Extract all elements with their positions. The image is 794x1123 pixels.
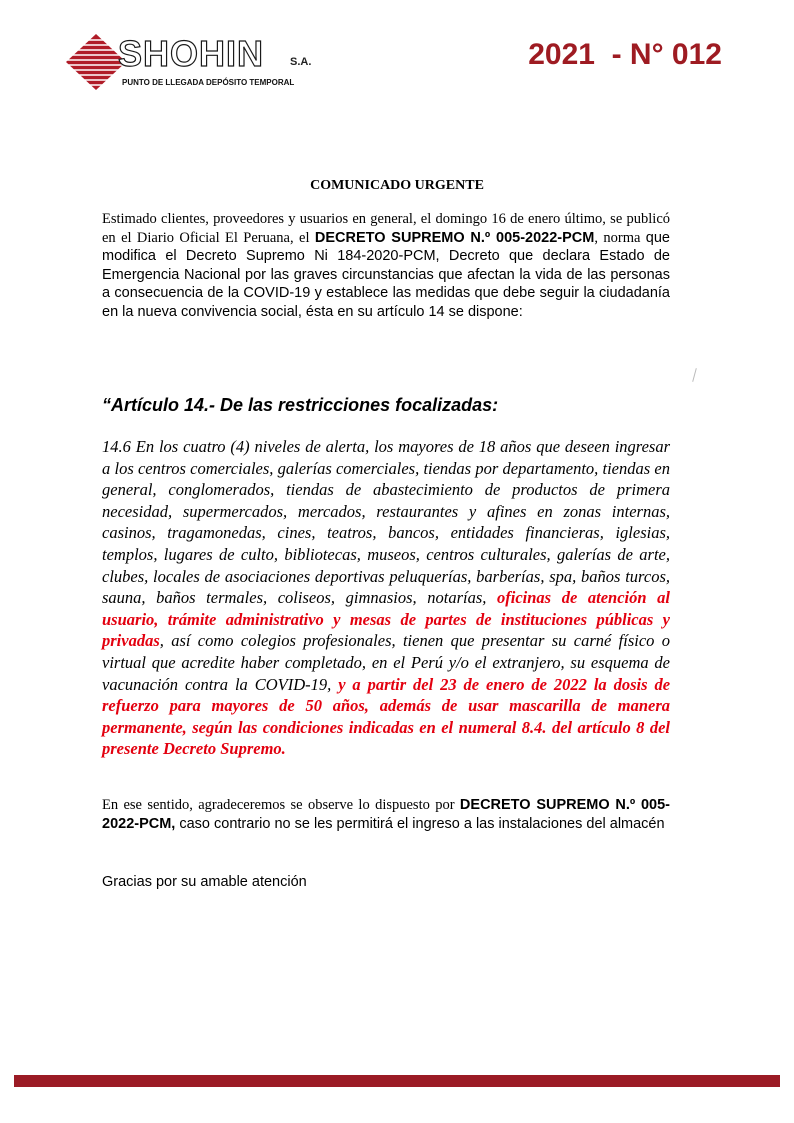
closing-text-1: En ese sentido, agradeceremos se observe lo dispuesto por	[102, 797, 460, 813]
logo-subtitle: PUNTO DE LLEGADA DEPÓSITO TEMPORAL	[122, 78, 295, 87]
closing-decree: DECRETO SUPREMO N.º 005-2022-PCM,	[102, 797, 670, 832]
page-title: COMUNICADO URGENTE	[310, 178, 484, 193]
document-number: 2021 - N° 012	[528, 38, 722, 71]
thanks-line: Gracias por su amable atención	[102, 874, 307, 890]
intro-text-3: que modifica el Decreto Supremo Ni 184-2020-PCM, Decreto que declara Estado de Emergencia Nacional por las graves circunstancias que afectan la vida de las personas a consecuencia de la COVID-19 y establece las medidas que debe seguir la ciudadanía en la nueva convivencia social, ésta en su artículo 14 se dispone:	[102, 229, 670, 320]
article-text-2: , así como colegios profesionales, tienen que presentar su carné físico o virtual que acredite haber completado, en el Perú y/o el extranjero, su esquema de vacunación contra la COVID-19,	[102, 631, 670, 694]
intro-decree: DECRETO SUPREMO N.º 005-2022-PCM	[314, 229, 595, 246]
intro-text-1: Estimado clientes, proveedores y usuarios en general, el domingo 16 de enero último, se publicó en el Diario Oficial El Peruana, el	[102, 211, 670, 246]
footer-bar	[14, 1075, 780, 1087]
article-highlight-2: y a partir del 23 de enero de 2022 la dosis de refuerzo para mayores de 50 años, además de usar mascarilla de manera permanente, según las condiciones indicadas en el numeral 8.4. del artículo 8 del presente Decreto Supremo.	[102, 674, 671, 759]
company-logo	[66, 32, 336, 92]
intro-text-2: , norma	[594, 229, 646, 246]
stray-mark	[692, 368, 697, 382]
article-title: “Artículo 14.- De las restricciones focalizadas:	[102, 395, 499, 415]
intro-paragraph	[102, 210, 670, 321]
closing-text-2: caso contrario no se les permitirá el ingreso a las instalaciones del almacén	[175, 815, 665, 832]
article-text-1: 14.6 En los cuatro (4) niveles de alerta, los mayores de 18 años que deseen ingresar a los centros comerciales, galerías comerciales, tiendas por departamento, tiendas en general, conglomerados, tiendas de abastecimiento de productos de primera necesidad, supermercados, mercados, restaurantes y afines en zonas internas, casinos, tragamonedas, cines, teatros, bancos, entidades financieras, iglesias, templos, lugares de culto, bibliotecas, museos, centros culturales, galerías de arte, clubes, locales de asociaciones deportivas peluquerías, barberías, spa, baños turcos, sauna, baños termales, coliseos, gimnasios, notarías,	[102, 437, 670, 608]
closing-paragraph	[102, 796, 670, 833]
logo-suffix: S.A.	[290, 56, 312, 68]
article-highlight-1: oficinas de atención al usuario, trámite administrativo y mesas de partes de instituciones públicas y privadas	[102, 588, 670, 651]
logo-stripes-icon	[66, 32, 126, 92]
logo-wordmark: SHOHIN	[118, 33, 265, 74]
article-body	[102, 436, 670, 760]
